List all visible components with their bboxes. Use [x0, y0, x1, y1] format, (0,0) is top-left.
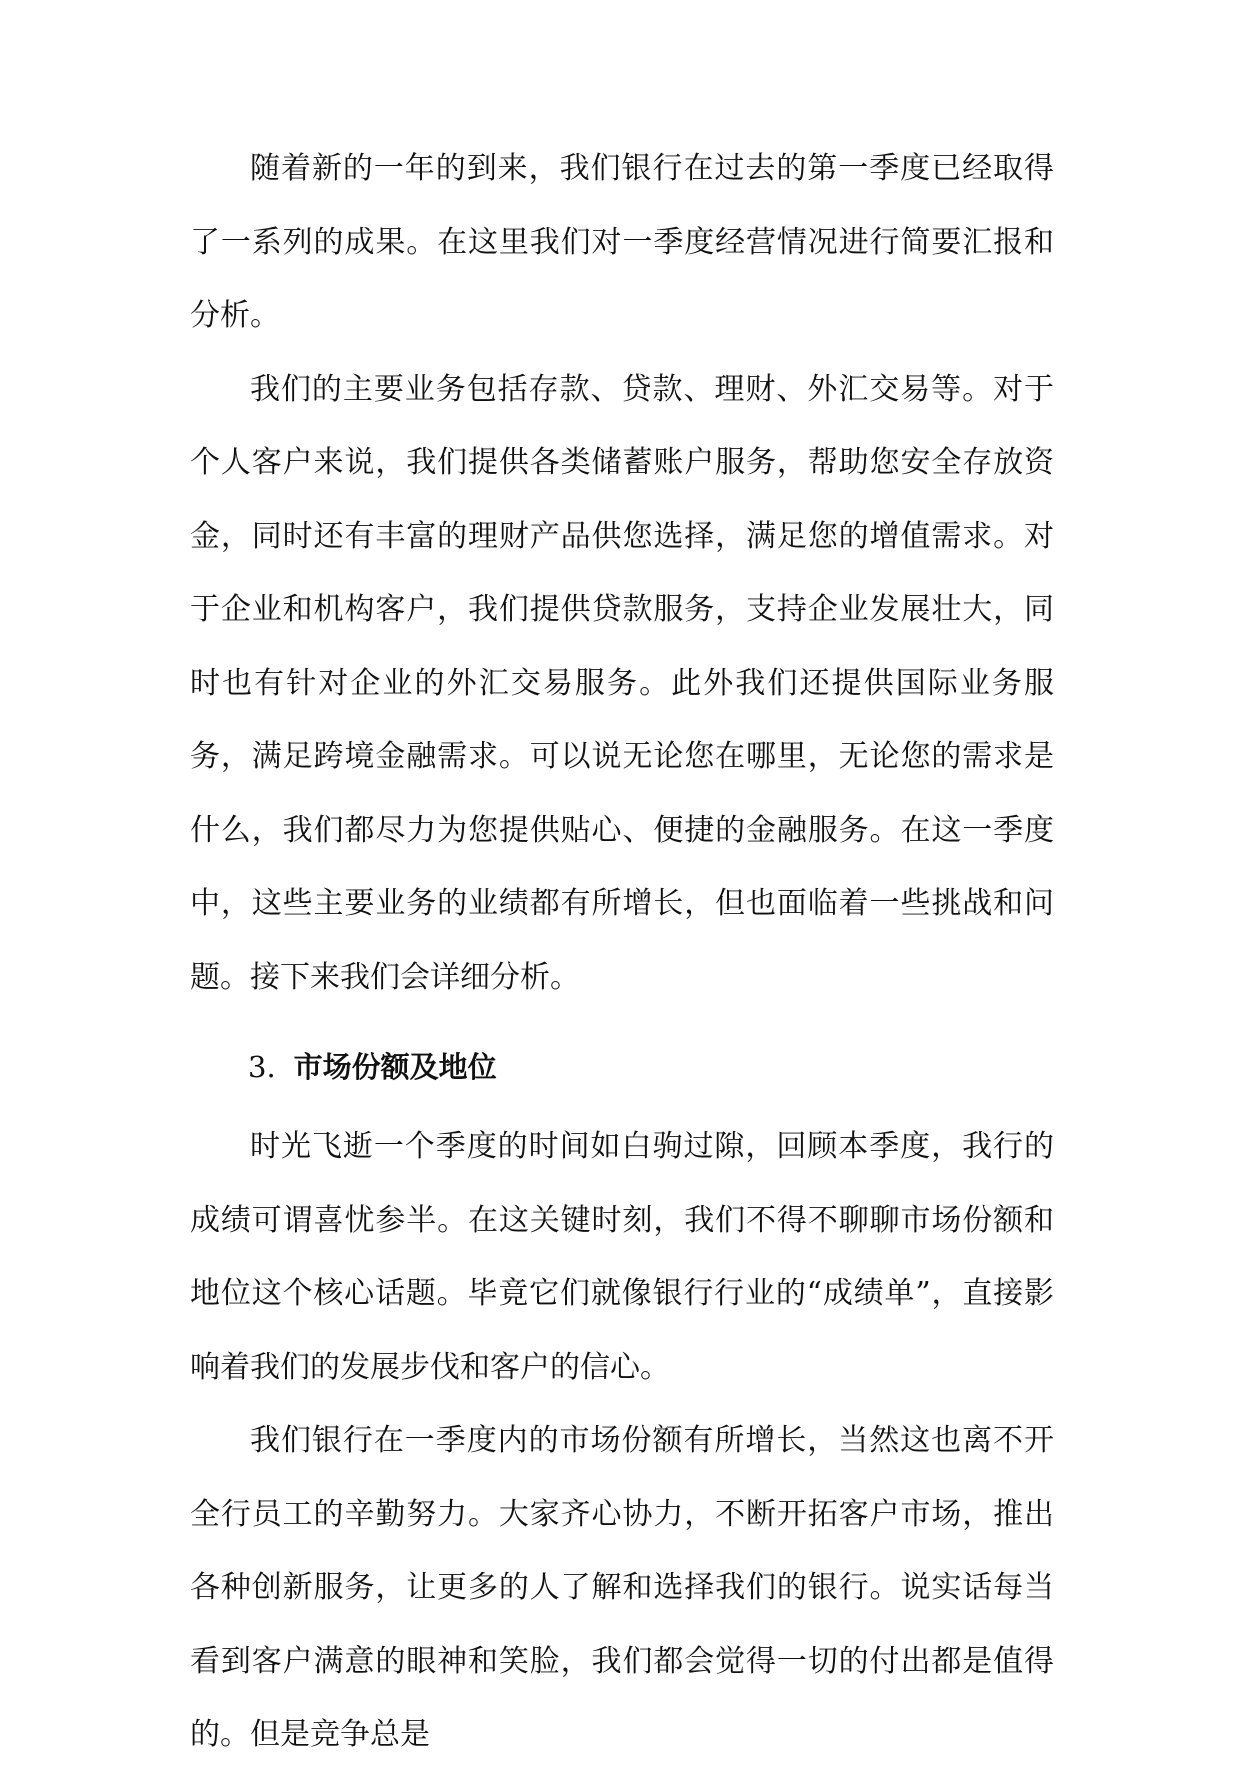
paragraph-main-business: 我们的主要业务包括存款、贷款、理财、外汇交易等。对于个人客户来说，我们提供各类储蓄账户服务，帮助您安全存放资金，同时还有丰富的理财产品供您选择，满足您的增值需求。对于企业和机构客户，我们提供贷款服务，支持企业发展壮大，同时也有针对企业的外汇交易服务。此外我们还提供国际业务服务，满足跨境金融需求。可以说无论您在哪里，无论您的需求是什么，我们都尽力为您提供贴心、便捷的金融服务。在这一季度中，这些主要业务的业绩都有所增长，但也面临着一些挑战和问题。接下来我们会详细分析。	[190, 371, 1054, 995]
paragraph-market-share: 我们银行在一季度内的市场份额有所增长，当然这也离不开全行员工的辛勤努力。大家齐心协力，不断开拓客户市场，推出各种创新服务，让更多的人了解和选择我们的银行。说实话每当看到客户满意的眼神和笑脸，我们都会觉得一切的付出都是值得的。但是竞争总是	[190, 1423, 1054, 1752]
section-number: 3.	[248, 1050, 276, 1084]
section-title: 市场份额及地位	[293, 1050, 497, 1084]
document-body	[190, 132, 1054, 1772]
paragraph-quarter-review: 时光飞逝一个季度的时间如白驹过隙，回顾本季度，我行的成绩可谓喜忧参半。在这关键时刻，我们不得不聊聊市场份额和地位这个核心话题。毕竟它们就像银行行业的“成绩单”，直接影响着我们的发展步伐和客户的信心。	[190, 1129, 1054, 1385]
paragraph-year-opening: 随着新的一年的到来，我们银行在过去的第一季度已经取得了一系列的成果。在这里我们对一季度经营情况进行简要汇报和分析。	[190, 151, 1054, 333]
section-heading	[190, 1014, 1054, 1110]
